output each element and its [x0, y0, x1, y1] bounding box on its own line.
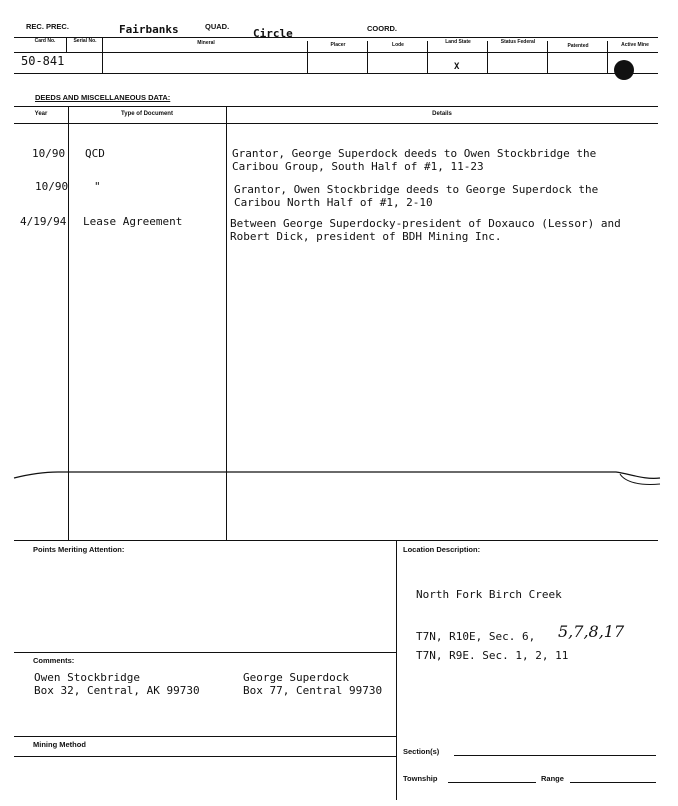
col-year: Year [34, 111, 48, 117]
coord-label: COORD. [367, 24, 397, 33]
deed-details-line1: Between George Superdocky-president of Doxauco (Lessor) and [230, 217, 621, 230]
deeds-title: DEEDS AND MISCELLANEOUS DATA: [35, 93, 171, 102]
deed-details-line2: Caribou North Half of #1, 2-10 [234, 196, 433, 209]
location-line1: T7N, R10E, Sec. 6, [416, 630, 536, 643]
deed-details-line2: Caribou Group, South Half of #1, 11-23 [232, 160, 484, 173]
column-header-rule [14, 52, 658, 53]
deed-type: " [94, 180, 101, 193]
deed-type: QCD [85, 147, 105, 160]
township-fill-line [448, 782, 536, 783]
active-mine-dot [614, 60, 634, 80]
quad-label: QUAD. [205, 22, 230, 31]
deed-details-line1: Grantor, George Superdock deeds to Owen Stockbridge the [232, 147, 597, 160]
col-card-no: Card No. [34, 38, 56, 44]
contact2-name: George Superdock [243, 671, 349, 684]
location-label: Location Description: [403, 545, 481, 554]
col-placer: Placer [330, 42, 346, 48]
comments-bottom-rule [14, 736, 396, 737]
contact1-address: Box 32, Central, AK 99730 [34, 684, 200, 697]
lower-divider [396, 540, 397, 800]
township-label: Township [403, 774, 438, 783]
location-handwritten-sections: 5,7,8,17 [558, 622, 625, 641]
col-lode: Lode [392, 42, 404, 48]
quad-value: Circle [253, 27, 293, 40]
comments-label: Comments: [33, 656, 75, 665]
section-fill-line [454, 755, 656, 756]
col-serial-no: Serial No. [73, 38, 97, 44]
mining-method-label: Mining Method [33, 740, 86, 749]
deed-year: 4/19/94 [20, 215, 67, 228]
deed-year: 10/90 [32, 147, 66, 160]
deeds-bottom-rule [14, 540, 658, 541]
contact2-address: Box 77, Central 99730 [243, 684, 383, 697]
points-label: Points Meriting Attention: [33, 545, 125, 554]
fold-line [0, 462, 678, 492]
points-bottom-rule [14, 652, 396, 653]
contact1-name: Owen Stockbridge [34, 671, 140, 684]
range-fill-line [570, 782, 656, 783]
region-value: Fairbanks [119, 23, 179, 36]
card-number: 50-841 [21, 54, 65, 68]
location-line2: T7N, R9E. Sec. 1, 2, 11 [416, 649, 569, 662]
col-land-state: Land State [445, 39, 471, 45]
section-label: Section(s) [403, 747, 440, 756]
deed-type: Lease Agreement [83, 215, 183, 228]
col-mineral: Mineral [197, 40, 215, 46]
col-type: Type of Document [121, 111, 173, 117]
col-patented: Patented [567, 43, 589, 49]
deed-details-line1: Grantor, Owen Stockbridge deeds to George Superdock the [234, 183, 599, 196]
col-status-federal: Status Federal [500, 39, 536, 45]
land-state-mark: X [454, 62, 460, 72]
record-row-rule [14, 73, 658, 74]
deed-details-line2: Robert Dick, president of BDH Mining Inc. [230, 230, 502, 243]
rec-prec-label: REC. PREC. [26, 22, 69, 31]
deed-year: 10/90 [35, 180, 69, 193]
col-details: Details [432, 111, 452, 117]
col-active-mine: Active Mine [621, 42, 649, 48]
location-place: North Fork Birch Creek [416, 588, 562, 601]
header-rule [14, 37, 658, 38]
range-label: Range [541, 774, 564, 783]
